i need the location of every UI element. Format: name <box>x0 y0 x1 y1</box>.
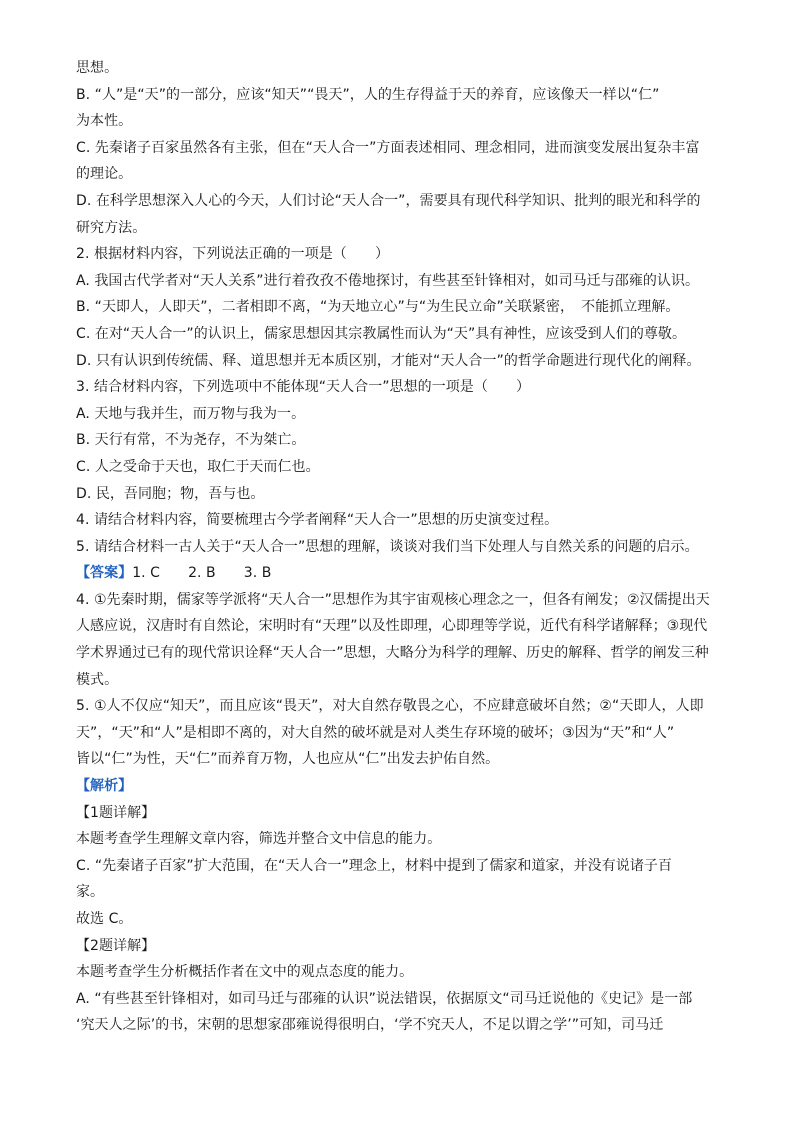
q2-detail-line: A. “有些甚至针锋相对，如司马迁与邵雍的认识”说法错误，依据原文“司马迁说他的《史记》是一部 <box>76 990 693 1007</box>
answer-text: 1. C 2. B 3. B <box>132 565 272 582</box>
q2-option-c: C. 在对“天人合一”的认识上，儒家思想因其宗教属性而认为“天”具有神性，应该受到人们的尊敬。 <box>76 325 687 342</box>
question-4: 4. 请结合材料内容，简要梳理古今学者阐释“天人合一”思想的历史演变过程。 <box>76 512 559 529</box>
answer-5-line: 皆以“仁”为性，天“仁”而养育万物，人也应从“仁”出发去护佑自然。 <box>76 751 500 768</box>
q3-option-a: A. 天地与我并生，而万物与我为一。 <box>76 405 306 422</box>
answer-line <box>76 560 718 587</box>
q2-option-b: B. “天即人，人即天”，二者相即不离，“为天地立心”与“为生民立命”关联紧密， 不能抓立理解。 <box>76 299 680 316</box>
q2-detail-heading: 【2题详解】 <box>76 937 156 954</box>
answer-4-line: 模式。 <box>76 671 119 688</box>
q1-detail-heading: 【1题详解】 <box>76 804 156 821</box>
analysis-tag: 【解析】 <box>76 778 133 795</box>
q2-option-d: D. 只有认识到传统儒、释、道思想并无本质区别，才能对“天人合一”的哲学命题进行现代化的阐释。 <box>76 352 701 369</box>
text-line: 的理论。 <box>76 166 133 183</box>
q3-option-c: C. 人之受命于天也，取仁于天而仁也。 <box>76 458 320 475</box>
question-3: 3. 结合材料内容，下列选项中不能体现“天人合一”思想的一项是（ ） <box>76 379 531 396</box>
text-line: 研究方法。 <box>76 219 147 236</box>
answer-tag: 【答案】 <box>76 565 133 582</box>
answer-5-line: 5. ①人不仅应“知天”，而且应该“畏天”，对大自然存敬畏之心，不应肆意破坏自然；②“天即人，人即 <box>76 698 704 715</box>
answer-4-line: 学术界通过已有的现代常识诠释“天人合一”思想，大略分为科学的理解、历史的解释、哲学的阐发三种 <box>76 645 709 662</box>
q2-option-a: A. 我国古代学者对“天人关系”进行着孜孜不倦地探讨，有些甚至针锋相对，如司马迁与邵雍的认识。 <box>76 272 700 289</box>
q1-detail-line: C. “先秦诸子百家”扩大范围，在“天人合一”理念上，材料中提到了儒家和道家，并没有说诸子百 <box>76 857 672 874</box>
answer-5-line: 天”，“天”和“人”是相即不离的，对大自然的破坏就是对人类生存环境的破坏；③因为“天”和“人” <box>76 724 675 741</box>
text-line: 思想。 <box>76 60 119 76</box>
question-5: 5. 请结合材料一古人关于“天人合一”思想的理解，谈谈对我们当下处理人与自然关系的问题的启示。 <box>76 538 699 555</box>
option-d-line: D. 在科学思想深入人心的今天，人们讨论“天人合一”，需要具有现代科学知识、批判的眼光和科学的 <box>76 192 701 209</box>
option-b-line: B. “人”是“天”的一部分，应该“知天”“畏天”，人的生存得益于天的养育，应该像天一样以“仁” <box>76 86 660 103</box>
q3-option-d: D. 民，吾同胞；物，吾与也。 <box>76 485 265 502</box>
option-c-line: C. 先秦诸子百家虽然各有主张，但在“天人合一”方面表述相同、理念相同，进而演变发展出复杂丰富 <box>76 139 700 156</box>
q1-detail-line: 家。 <box>76 884 105 901</box>
q1-detail-line: 本题考查学生理解文章内容，筛选并整合文中信息的能力。 <box>76 831 442 848</box>
q3-option-b: B. 天行有常，不为尧存，不为桀亡。 <box>76 432 306 449</box>
q2-detail-line: ‘究天人之际’的书，宋朝的思想家邵雍说得很明白，‘学不究天人，不足以谓之学’”可知，司马迁 <box>76 1017 664 1034</box>
q1-detail-line: 故选 C。 <box>76 911 133 927</box>
answer-4-line: 人感应说，汉唐时有自然论，宋明时有“天理”以及性即理，心即理等学说，近代有科学诸解释；③现代 <box>76 618 708 635</box>
q2-detail-line: 本题考查学生分析概括作者在文中的观点态度的能力。 <box>76 964 414 981</box>
document-body <box>76 55 718 1039</box>
question-2: 2. 根据材料内容，下列说法正确的一项是（ ） <box>76 246 390 263</box>
analysis-heading <box>76 773 718 800</box>
answer-4-line: 4. ①先秦时期，儒家等学派将“天人合一”思想作为其宇宙观核心理念之一，但各有阐发；②汉儒提出天 <box>76 591 710 608</box>
text-line: 为本性。 <box>76 113 133 130</box>
